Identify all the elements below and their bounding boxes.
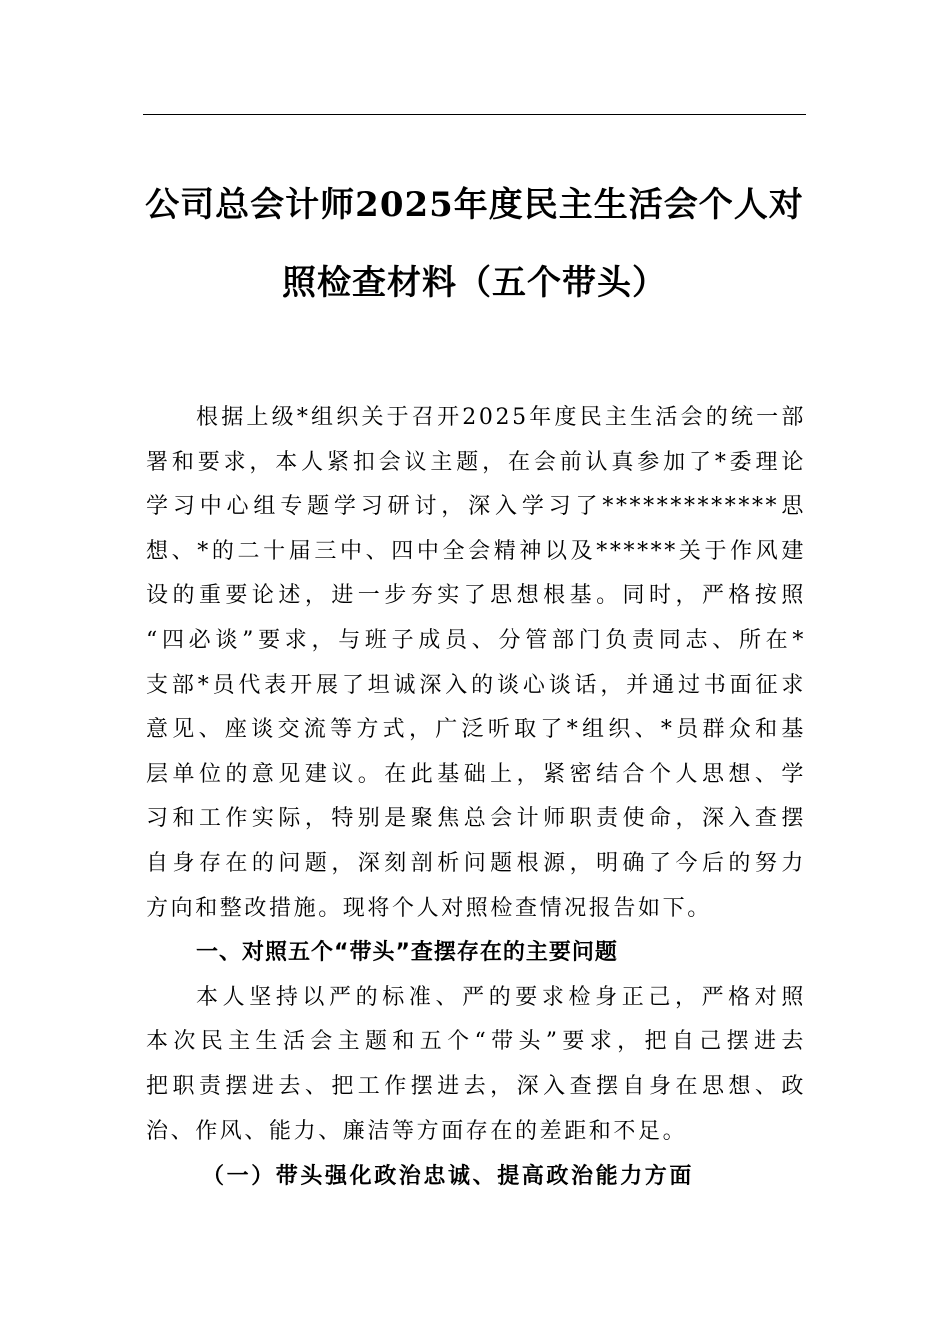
paragraph-line: 署和要求，本人紧扣会议主题，在会前认真参加了*委理论 [146,449,806,475]
paragraph-line: 支部*员代表开展了坦诚深入的谈心谈话，并通过书面征求 [146,672,806,698]
paragraph-line: 自身存在的问题，深刻剖析问题根源，明确了今后的努力 [146,850,806,876]
header-rule [143,114,806,115]
paragraph-line: 本次民主生活会主题和五个“带头”要求，把自己摆进去 [146,1029,806,1055]
paragraph-intro [146,396,806,931]
paragraph-line: 层单位的意见建议。在此基础上，紧密结合个人思想、学 [146,761,806,787]
paragraph-section-1 [146,976,806,1154]
paragraph-line: 习和工作实际，特别是聚焦总会计师职责使命，深入查摆 [146,806,806,832]
paragraph-line: 意见、座谈交流等方式，广泛听取了*组织、*员群众和基 [146,717,806,743]
title-line-1: 公司总会计师2025年度民主生活会个人对 [145,185,804,225]
subsection-heading-1: （一）带头强化政治忠诚、提高政治能力方面 [202,1163,695,1190]
document-body [146,396,806,1199]
paragraph-line: 根据上级*组织关于召开2025年度民主生活会的统一部 [196,405,806,430]
paragraph-line: 把职责摆进去、把工作摆进去，深入查摆自身在思想、政 [146,1073,806,1099]
paragraph-line: “四必谈”要求，与班子成员、分管部门负责同志、所在* [146,627,806,653]
paragraph-line: 设的重要论述，进一步夯实了思想根基。同时，严格按照 [146,583,806,609]
paragraph-line: 治、作风、能力、廉洁等方面存在的差距和不足。 [146,1118,688,1144]
title-line-2: 照检查材料（五个带头） [282,263,667,303]
document-title [143,166,806,322]
paragraph-line: 方向和整改措施。现将个人对照检查情况报告如下。 [146,895,712,921]
section-heading-1: 一、对照五个“带头”查摆存在的主要问题 [196,940,618,966]
paragraph-line: 学习中心组专题学习研讨，深入学习了*************思 [146,494,806,520]
paragraph-line: 想、*的二十届三中、四中全会精神以及******关于作风建 [146,538,806,564]
paragraph-line: 本人坚持以严的标准、严的要求检身正己，严格对照 [196,984,806,1010]
